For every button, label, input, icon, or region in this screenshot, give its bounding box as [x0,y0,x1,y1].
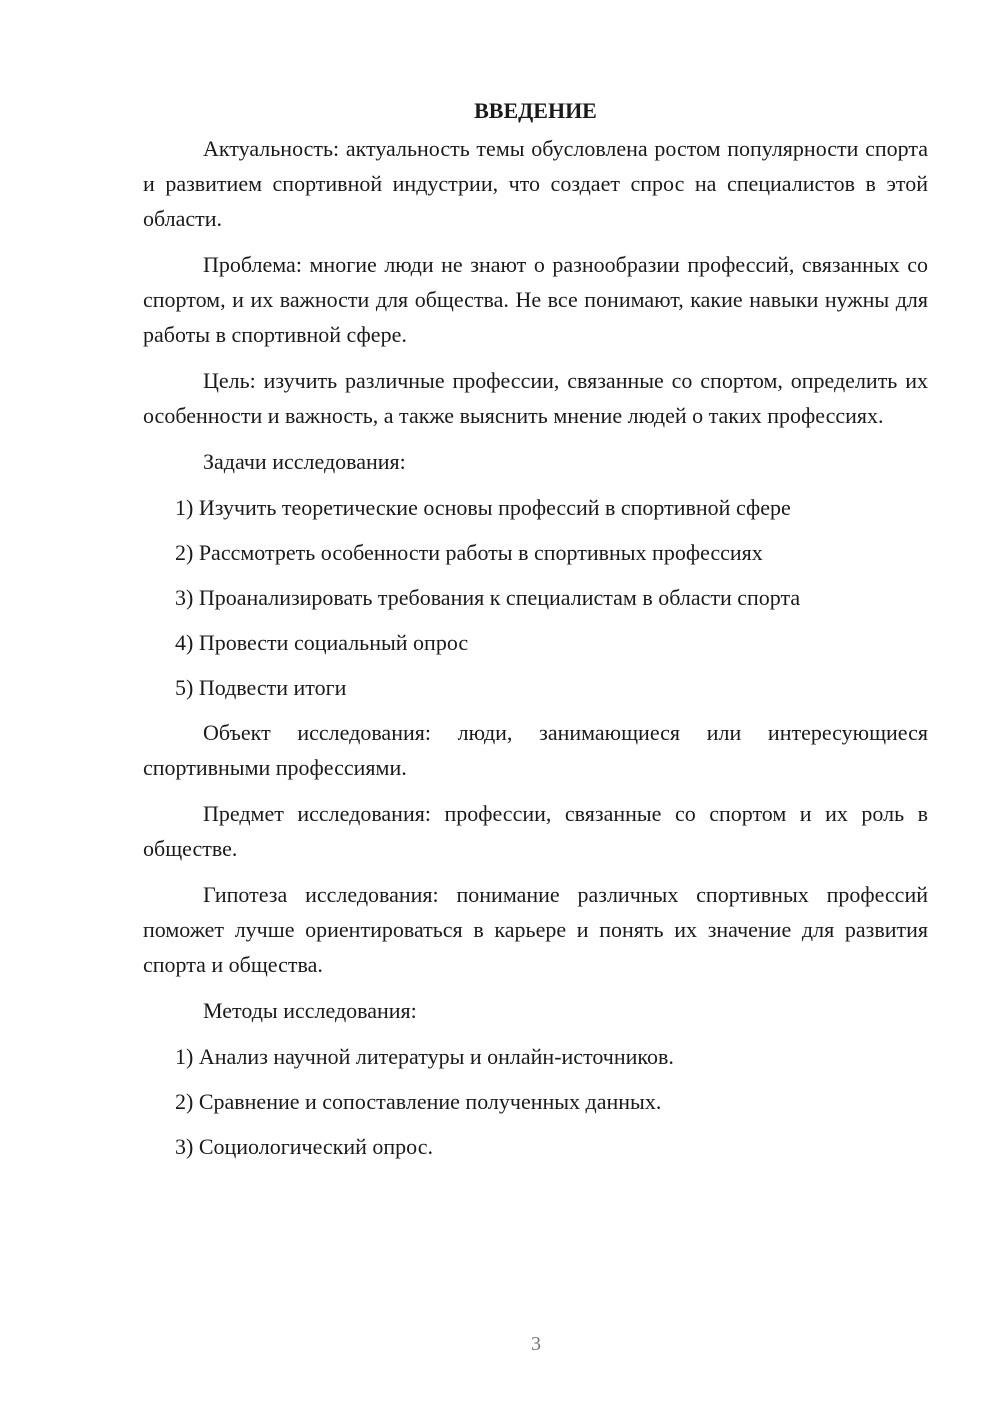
task-item: 4) Провести социальный опрос [175,630,469,655]
methods-heading: Методы исследования: [203,998,417,1023]
object-paragraph: Объект исследования: люди, занимающиеся или интересующиеся спортивными профессиями. [143,720,928,780]
task-item: 2) Рассмотреть особенности работы в спортивных профессиях [175,540,763,565]
relevance-paragraph: Актуальность: актуальность темы обусловлена ростом популярности спорта и развитием спортивной индустрии, что создает спрос на специалистов в этой области. [143,136,928,231]
method-item: 2) Сравнение и сопоставление полученных данных. [175,1089,662,1114]
document-page [143,93,928,1174]
tasks-heading: Задачи исследования: [203,449,406,474]
subject-paragraph: Предмет исследования: профессии, связанные со спортом и их роль в обществе. [143,801,928,861]
goal-paragraph: Цель: изучить различные профессии, связанные со спортом, определить их особенности и важность, а также выяснить мнение людей о таких профессиях. [143,368,928,428]
task-item: 3) Проанализировать требования к специалистам в области спорта [175,585,801,610]
page-title: ВВЕДЕНИЕ [474,98,597,123]
method-item: 3) Социологический опрос. [175,1134,433,1159]
task-item: 1) Изучить теоретические основы профессий в спортивной сфере [175,495,791,520]
method-item: 1) Анализ научной литературы и онлайн-источников. [175,1044,674,1069]
page-number: 3 [531,1333,541,1355]
hypothesis-paragraph: Гипотеза исследования: понимание различных спортивных профессий поможет лучше ориентироваться в карьере и понять их значение для развития спорта и общества. [143,882,928,977]
task-item: 5) Подвести итоги [175,675,347,700]
problem-paragraph: Проблема: многие люди не знают о разнообразии профессий, связанных со спортом, и их важности для общества. Не все понимают, какие навыки нужны для работы в спортивной сфере. [143,252,928,347]
